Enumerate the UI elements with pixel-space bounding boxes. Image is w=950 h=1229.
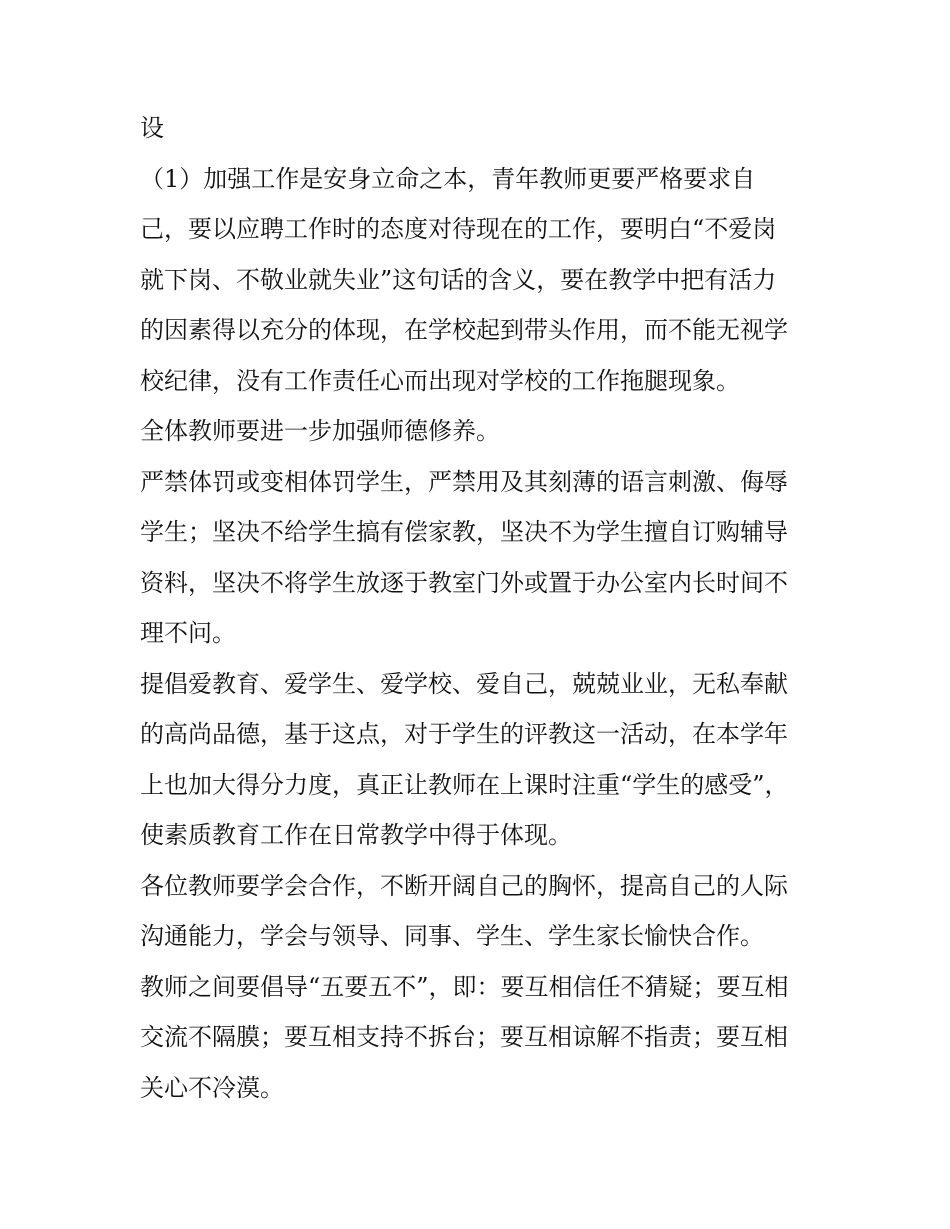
text-line: （1）加强工作是安身立命之本，青年教师更要严格要求自 <box>140 164 756 193</box>
text-line: 己，要以应聘工作时的态度对待现在的工作，要明白“不爱岗 <box>140 215 777 243</box>
text-line: 就下岗、不敬业就失业”这句话的含义，要在教学中把有活力 <box>140 265 777 294</box>
text-line: 设 <box>140 114 164 142</box>
text-line: 的因素得以充分的体现，在学校起到带头作用，而不能无视学 <box>140 316 788 344</box>
text-line: 使素质教育工作在日常教学中得于体现。 <box>140 821 572 849</box>
paragraph-dedication <box>140 659 820 861</box>
text-line: 提倡爱教育、爱学生、爱学校、爱自己，兢兢业业，无私奉献 <box>140 669 788 698</box>
text-line: 的高尚品德，基于这点，对于学生的评教这一活动，在本学年 <box>140 720 788 748</box>
text-line: 学生；坚决不给学生搞有偿家教，坚决不为学生擅自订购辅导 <box>140 518 788 546</box>
paragraph-work-discipline <box>140 154 820 407</box>
text-line: 上也加大得分力度，真正让教师在上课时注重“学生的感受”， <box>140 770 789 799</box>
text-line: 沟通能力，学会与领导、同事、学生、学生家长愉快合作。 <box>140 922 764 950</box>
document-body <box>140 103 820 1113</box>
paragraph-fragment <box>140 103 820 154</box>
paragraph-ethics <box>140 406 820 457</box>
text-line: 理不问。 <box>140 619 236 647</box>
paragraph-five-dos <box>140 962 820 1114</box>
text-line: 资料，坚决不将学生放逐于教室门外或置于办公室内长时间不 <box>140 568 788 597</box>
paragraph-cooperation <box>140 861 820 962</box>
text-line: 严禁体罚或变相体罚学生，严禁用及其刻薄的语言刺激、侮辱 <box>140 467 788 496</box>
text-line: 交流不隔膜；要互相支持不拆台；要互相谅解不指责；要互相 <box>140 1023 788 1051</box>
text-line: 教师之间要倡导“五要五不”，即：要互相信任不猜疑；要互相 <box>140 972 789 1001</box>
paragraph-prohibitions <box>140 457 820 659</box>
text-line: 关心不冷漠。 <box>140 1073 284 1102</box>
text-line: 各位教师要学会合作，不断开阔自己的胸怀，提高自己的人际 <box>140 871 788 900</box>
text-line: 校纪律，没有工作责任心而出现对学校的工作拖腿现象。 <box>140 366 740 395</box>
text-line: 全体教师要进一步加强师德修养。 <box>140 417 500 445</box>
